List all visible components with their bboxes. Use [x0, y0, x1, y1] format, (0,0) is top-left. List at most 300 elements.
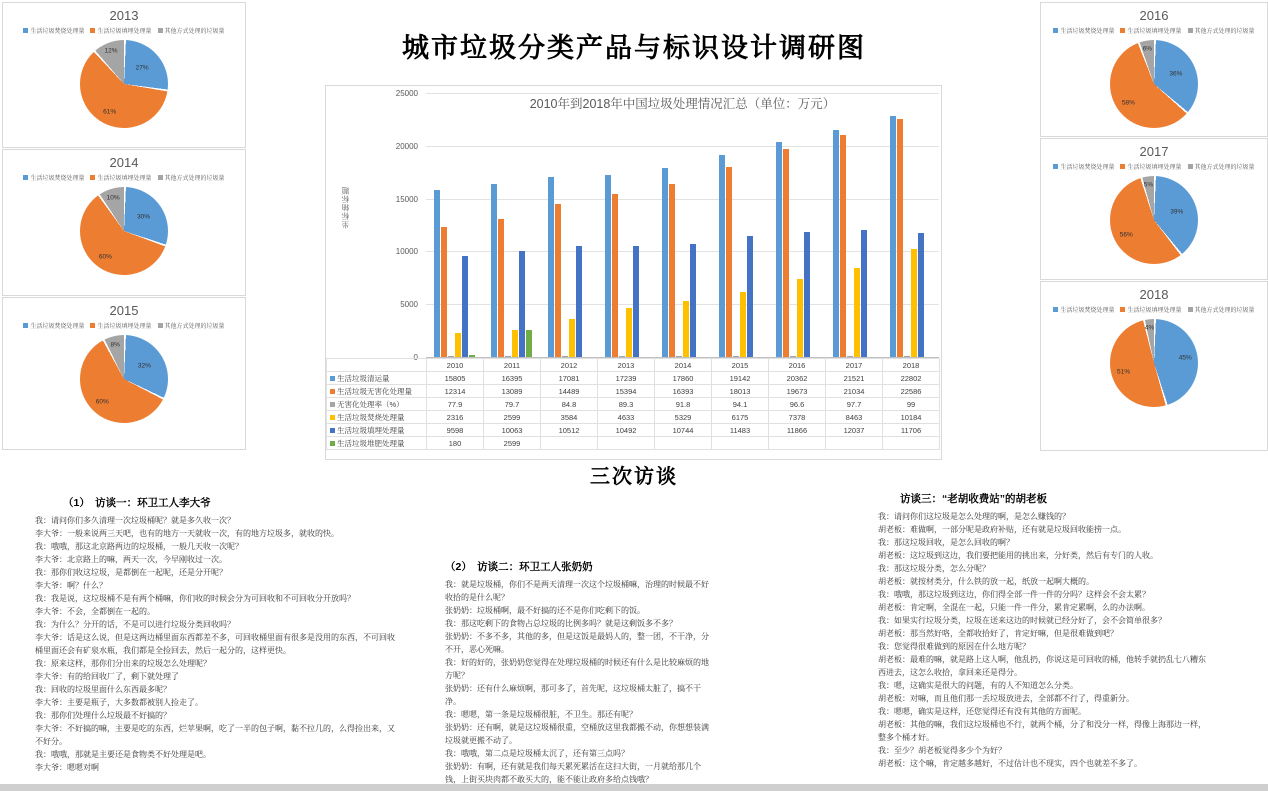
- interview-line: 我：您觉得很难做到的原因在什么地方呢？: [878, 642, 1030, 651]
- interview-line: 我：那这吃剩下的食物占总垃圾的比例多吗？就是这剩饭多不多？: [445, 619, 677, 628]
- series-name-cell: 生活垃圾无害化处理量: [327, 385, 427, 398]
- value-cell: 9598: [427, 424, 484, 437]
- bar: [918, 233, 924, 357]
- value-cell: 19673: [769, 385, 826, 398]
- interview-line: 我：好的好的，张奶奶您觉得在处理垃圾桶的时候还有什么是比较麻烦的地方呢？: [445, 658, 709, 680]
- interview-line: 我：哦哦，那这北京路两边的垃圾桶，一般几天收一次呢？: [35, 542, 243, 551]
- pie-legend-item: [1188, 26, 1255, 35]
- value-cell: 84.8: [541, 398, 598, 411]
- value-cell: [826, 437, 883, 450]
- value-cell: 2316: [427, 411, 484, 424]
- value-cell: 8463: [826, 411, 883, 424]
- pie-legend-label: 生活垃圾填埋处理量: [97, 176, 152, 182]
- year-header-cell: 2015: [712, 359, 769, 372]
- table-corner-cell: [327, 359, 427, 372]
- pie-legend-item: [1120, 162, 1181, 171]
- value-cell: [769, 437, 826, 450]
- legend-key-icon: [1053, 164, 1058, 169]
- y-axis-tick: 10000: [395, 247, 418, 257]
- pie-slice-label: 60%: [98, 253, 112, 261]
- pie-slice-label: 27%: [135, 64, 149, 72]
- pie-slice-label: 56%: [1119, 231, 1133, 239]
- pie-title: 2015: [109, 303, 139, 318]
- bar: [612, 194, 618, 357]
- value-cell: 99: [883, 398, 940, 411]
- value-cell: 4633: [598, 411, 655, 424]
- bar-chart-panel: [325, 85, 942, 460]
- pie-chart: [1110, 319, 1198, 407]
- value-cell: 12314: [427, 385, 484, 398]
- value-cell: 11706: [883, 424, 940, 437]
- value-cell: 13089: [484, 385, 541, 398]
- interview-line: 李大爷：不好搞的嘛，主要是吃的东西，烂苹果啊，吃了一半的包子啊，黏不拉几的，么得捡出来，又不好分。: [35, 724, 395, 746]
- bar: [897, 119, 903, 358]
- bar-group: [882, 93, 939, 357]
- legend-key-icon: [330, 402, 335, 407]
- section-title: 三次访谈: [590, 466, 678, 488]
- bar: [797, 279, 803, 357]
- value-cell: [541, 437, 598, 450]
- interview-line: 我：我是说，这垃圾桶不是有两个桶嘛，你们收的时候会分为可回收和不可回收分开放吗？: [35, 594, 355, 603]
- bar: [904, 356, 910, 357]
- pie-legend: [1041, 26, 1267, 35]
- pie-legend: [1041, 162, 1267, 171]
- interview-line: 我：请问你们这垃圾是怎么处理的啊，是怎么赚钱的？: [878, 512, 1070, 521]
- bar: [498, 219, 504, 357]
- interview-line: 胡老板：这个嘛，肯定越多越好，不过估计也不现实，四个也就差不多了。: [878, 759, 1142, 768]
- legend-key-icon: [158, 175, 163, 180]
- pie-slice-label: 39%: [1170, 208, 1184, 216]
- bar-group: [711, 93, 768, 357]
- interview-line: 张奶奶：还有啊，就是这垃圾桶很重，空桶放这里我都搬不动，你想想装满垃圾就更搬不动了。: [445, 723, 709, 745]
- interview-line: 李大爷：主要是瓶子，大多数都被别人捡走了。: [35, 698, 203, 707]
- value-cell: [883, 437, 940, 450]
- legend-key-icon: [158, 323, 163, 328]
- pie-legend-label: 生活垃圾焚烧处理量: [1060, 308, 1115, 314]
- interview-line: 胡老板：这垃圾到这边，我们要把能用的挑出来，分好类，然后有专门的人收。: [878, 551, 1158, 560]
- interview-line: 李大爷：嗯嗯对啊: [35, 763, 99, 772]
- pie-title: 2016: [1139, 8, 1169, 23]
- value-cell: 21034: [826, 385, 883, 398]
- interview-line: 我：那你们收这垃圾，是都倒在一起呢，还是分开呢？: [35, 568, 227, 577]
- interview-line: 我：那这垃圾分类，怎么分呢？: [878, 564, 990, 573]
- value-cell: 2599: [484, 437, 541, 450]
- pie-slice-label: 61%: [103, 108, 117, 116]
- legend-key-icon: [1053, 28, 1058, 33]
- pie-panel-2015: [2, 297, 246, 450]
- legend-key-icon: [1188, 164, 1193, 169]
- interview-line: 李大爷：北京路上的嘛，两天一次，今早刚收过一次。: [35, 555, 227, 564]
- pie-panel-2014: [2, 149, 246, 296]
- pie-legend-item: [158, 173, 225, 182]
- value-cell: 16393: [655, 385, 712, 398]
- table-row: [327, 398, 940, 411]
- value-cell: 5329: [655, 411, 712, 424]
- value-cell: 10744: [655, 424, 712, 437]
- pie-title: 2014: [109, 155, 139, 170]
- pie-legend-label: 生活垃圾焚烧处理量: [30, 324, 85, 330]
- pie-legend-item: [1053, 305, 1114, 314]
- interview-line: 我：那这垃圾回收，是怎么回收的啊？: [878, 538, 1014, 547]
- pie-slice-label: 60%: [95, 398, 109, 406]
- bar: [840, 135, 846, 357]
- pie-legend-label: 其他方式处理的垃圾量: [1194, 165, 1255, 171]
- pie-chart: [1110, 176, 1198, 264]
- bar-group: [654, 93, 711, 357]
- pie-circle: [80, 335, 168, 423]
- table-row: [327, 411, 940, 424]
- legend-key-icon: [90, 323, 95, 328]
- bar: [441, 227, 447, 357]
- value-cell: 94.1: [712, 398, 769, 411]
- legend-key-icon: [330, 415, 335, 420]
- pie-chart: [80, 187, 168, 275]
- pie-circle: [80, 40, 168, 128]
- y-axis-title: 坐标轴标题: [341, 186, 350, 229]
- pie-legend-label: 生活垃圾焚烧处理量: [30, 176, 85, 182]
- pie-legend-item: [23, 173, 84, 182]
- pie-legend-item: [90, 321, 151, 330]
- pie-legend: [3, 173, 245, 182]
- pie-panel-2013: [2, 2, 246, 148]
- legend-key-icon: [330, 389, 335, 394]
- value-cell: 21521: [826, 372, 883, 385]
- interview-line: 我：原来这样，那你们分出来的垃圾怎么处理呢？: [35, 659, 211, 668]
- value-cell: 15394: [598, 385, 655, 398]
- bar: [619, 356, 625, 357]
- value-cell: 10184: [883, 411, 940, 424]
- bar: [733, 356, 739, 357]
- legend-key-icon: [330, 376, 335, 381]
- interview-line: 胡老板：难做啊，一部分呢是政府补贴，还有就是垃圾回收能捞一点。: [878, 525, 1126, 534]
- value-cell: 19142: [712, 372, 769, 385]
- table-row: [327, 424, 940, 437]
- bar: [462, 256, 468, 357]
- bar: [562, 356, 568, 357]
- pie-legend: [1041, 305, 1267, 314]
- bar: [469, 355, 475, 357]
- bar: [526, 330, 532, 357]
- bar-group: [483, 93, 540, 357]
- bar: [605, 175, 611, 357]
- year-header-cell: 2014: [655, 359, 712, 372]
- pie-legend-label: 生活垃圾焚烧处理量: [30, 29, 85, 35]
- interview-line: 我：回收的垃圾里面什么东西最多呢？: [35, 685, 171, 694]
- value-cell: 11483: [712, 424, 769, 437]
- value-cell: 17860: [655, 372, 712, 385]
- interview-line: 我：嗯，这确实是很大的问题，有的人不知道怎么分类。: [878, 681, 1078, 690]
- value-cell: 10063: [484, 424, 541, 437]
- pie-circle: [1110, 40, 1198, 128]
- bar: [683, 301, 689, 357]
- bar: [833, 130, 839, 357]
- interview-1: [35, 496, 397, 774]
- interview-line: 李大爷：话是这么说，但是这两边桶里面东西都差不多，可回收桶里面有很多是没用的东西，不可回收桶里面还会有矿泉水瓶，我们都是全捡回去，然后一起分的，这样更快。: [35, 633, 395, 655]
- bar: [740, 292, 746, 357]
- value-cell: 18013: [712, 385, 769, 398]
- year-header-cell: 2013: [598, 359, 655, 372]
- series-name-cell: 生活垃圾焚烧处理量: [327, 411, 427, 424]
- pie-legend-item: [1120, 305, 1181, 314]
- interview-3: [878, 492, 1208, 770]
- table-row: [327, 372, 940, 385]
- bar: [505, 356, 511, 357]
- interview-line: 我：哦哦，那这垃圾到这边，你们得全部一件一件的分吗？这样会不会太累？: [878, 590, 1150, 599]
- pie-chart: [80, 335, 168, 423]
- bar: [626, 308, 632, 357]
- bar-group: [825, 93, 882, 357]
- pie-legend-label: 其他方式处理的垃圾量: [164, 29, 225, 35]
- table-row: [327, 385, 940, 398]
- bar: [783, 149, 789, 357]
- pie-legend: [3, 26, 245, 35]
- bar: [512, 330, 518, 357]
- bar: [847, 356, 853, 357]
- interview-line: 我：如果实行垃圾分类，垃圾在送来这边的时候就已经分好了，会不会简单很多？: [878, 616, 1166, 625]
- pie-legend-item: [1188, 162, 1255, 171]
- pie-slice-label: 4%: [1144, 324, 1155, 332]
- y-axis-tick: 15000: [395, 194, 418, 204]
- value-cell: 22586: [883, 385, 940, 398]
- interview-line: 张奶奶：还有什么麻烦啊，那可多了，首先呢，这垃圾桶太脏了，搞不干净。: [445, 684, 701, 706]
- bar: [448, 356, 454, 357]
- bar-group: [540, 93, 597, 357]
- pie-legend: [3, 321, 245, 330]
- year-header-cell: 2010: [427, 359, 484, 372]
- pie-legend-label: 生活垃圾填埋处理量: [97, 29, 152, 35]
- pie-slice-label: 6%: [1142, 45, 1153, 53]
- legend-key-icon: [1188, 28, 1193, 33]
- value-cell: 3584: [541, 411, 598, 424]
- pie-legend-label: 其他方式处理的垃圾量: [164, 176, 225, 182]
- bar: [676, 356, 682, 357]
- bar: [548, 177, 554, 357]
- year-header-cell: 2011: [484, 359, 541, 372]
- pie-slice-label: 58%: [1121, 99, 1135, 107]
- pie-slice-label: 45%: [1178, 354, 1192, 362]
- pie-legend-item: [1053, 26, 1114, 35]
- pie-title: 2018: [1139, 287, 1169, 302]
- bar: [719, 155, 725, 357]
- pie-slice-label: 32%: [137, 362, 151, 370]
- pie-legend-label: 生活垃圾焚烧处理量: [1060, 165, 1115, 171]
- pie-slice-label: 51%: [1117, 368, 1131, 376]
- pie-legend-label: 生活垃圾填埋处理量: [97, 324, 152, 330]
- bar: [776, 142, 782, 357]
- legend-key-icon: [23, 28, 28, 33]
- legend-key-icon: [90, 175, 95, 180]
- pie-legend-item: [90, 26, 151, 35]
- pie-legend-label: 生活垃圾填埋处理量: [1127, 308, 1182, 314]
- value-cell: 16395: [484, 372, 541, 385]
- pie-chart: [1110, 40, 1198, 128]
- value-cell: 7378: [769, 411, 826, 424]
- value-cell: 22802: [883, 372, 940, 385]
- pie-panel-2017: [1040, 138, 1268, 280]
- legend-key-icon: [1053, 307, 1058, 312]
- interview-line: 我：至少？胡老板觉得多少个为好？: [878, 746, 1006, 755]
- bar: [854, 268, 860, 357]
- legend-key-icon: [1120, 307, 1125, 312]
- bar: [690, 244, 696, 357]
- pie-panel-2016: [1040, 2, 1268, 137]
- legend-key-icon: [330, 428, 335, 433]
- bar: [569, 319, 575, 357]
- year-header-cell: 2018: [883, 359, 940, 372]
- legend-key-icon: [23, 175, 28, 180]
- value-cell: 10512: [541, 424, 598, 437]
- value-cell: 17239: [598, 372, 655, 385]
- bar-group: [597, 93, 654, 357]
- bar: [726, 167, 732, 357]
- legend-key-icon: [1120, 164, 1125, 169]
- bar-chart-title: 2010年到2018年中国垃圾处理情况汇总（单位：万元）: [529, 97, 836, 111]
- interview-line: 李大爷：不会，全都倒在一起的。: [35, 607, 155, 616]
- bar: [911, 249, 917, 357]
- page-title: 城市垃圾分类产品与标识设计调研图: [402, 33, 866, 63]
- interview-line: 胡老板：对嘛，而且他们那一丢垃圾放进去，全部都不行了，得重新分。: [878, 694, 1134, 703]
- interview-line: 我：为什么？分开的话，不是可以进行垃圾分类回收吗？: [35, 620, 235, 629]
- pie-title: 2013: [109, 8, 139, 23]
- series-name-cell: 生活垃圾清运量: [327, 372, 427, 385]
- bar-group: [768, 93, 825, 357]
- bar: [555, 204, 561, 357]
- table-row: [327, 437, 940, 450]
- value-cell: 79.7: [484, 398, 541, 411]
- value-cell: [712, 437, 769, 450]
- interview-line: 我：哦哦，第二点是垃圾桶太沉了，还有第三点吗？: [445, 749, 629, 758]
- series-name-cell: 生活垃圾堆肥处理量: [327, 437, 427, 450]
- pie-legend-item: [23, 321, 84, 330]
- value-cell: 10492: [598, 424, 655, 437]
- legend-key-icon: [330, 441, 335, 446]
- value-cell: 91.8: [655, 398, 712, 411]
- interview-line: 李大爷：啊？什么？: [35, 581, 107, 590]
- legend-key-icon: [158, 28, 163, 33]
- bottom-strip: [0, 784, 1268, 791]
- interview-heading: （2） 访谈二：环卫工人张奶奶: [445, 561, 593, 573]
- pie-slice-label: 12%: [104, 47, 118, 55]
- interview-line: 我：就是垃圾桶，你们不是两天清理一次这个垃圾桶嘛，治理的时候最不好收拾的是什么呢？: [445, 580, 709, 602]
- interview-line: 李大爷：一般来说两三天吧，也有的地方一天就收一次，有的地方垃圾多，就收的快。: [35, 529, 339, 538]
- series-name-cell: 无害化处理率（%）: [327, 398, 427, 411]
- pie-legend-item: [158, 321, 225, 330]
- interview-line: 我：那你们处理什么垃圾最不好搞的？: [35, 711, 171, 720]
- pie-slice-label: 8%: [110, 341, 120, 349]
- legend-key-icon: [1120, 28, 1125, 33]
- pie-legend-label: 生活垃圾焚烧处理量: [1060, 29, 1115, 35]
- interview-line: 胡老板：那当然好咯，全都收拾好了，肯定好嘛，但是很难做到吧？: [878, 629, 1118, 638]
- bar: [455, 333, 461, 357]
- bar: [662, 168, 668, 357]
- pie-slice-label: 36%: [1169, 70, 1183, 78]
- interview-line: 张奶奶：有啊，还有就是我们每天累死累活在这扫大街，一月就给那几个钱，上街买块肉都不敢买大的，能不能让政府多给点钱哦？: [445, 762, 701, 784]
- value-cell: 6175: [712, 411, 769, 424]
- bar: [890, 116, 896, 357]
- pie-legend-item: [23, 26, 84, 35]
- pie-legend-label: 其他方式处理的垃圾量: [1194, 308, 1255, 314]
- pie-circle: [80, 187, 168, 275]
- value-cell: [655, 437, 712, 450]
- pie-legend-label: 生活垃圾填埋处理量: [1127, 165, 1182, 171]
- value-cell: 97.7: [826, 398, 883, 411]
- year-header-cell: 2017: [826, 359, 883, 372]
- interview-line: 李大爷：有的给回收厂了，剩下就处理了: [35, 672, 179, 681]
- bar: [861, 230, 867, 357]
- pie-legend-item: [158, 26, 225, 35]
- interview-line: 胡老板：其他的嘛，我们这垃圾桶也不行，就两个桶，分了和没分一样，得像上海那边一样，整多个桶才好。: [878, 720, 1206, 742]
- bar: [633, 246, 639, 357]
- value-cell: 11866: [769, 424, 826, 437]
- year-header-cell: 2012: [541, 359, 598, 372]
- year-header-cell: 2016: [769, 359, 826, 372]
- interview-line: 我：哦哦，那就是主要还是食物类不好处理是吧。: [35, 750, 211, 759]
- value-cell: [598, 437, 655, 450]
- y-axis-tick: 25000: [395, 89, 418, 98]
- interview-heading: （1） 访谈一：环卫工人李大爷: [63, 497, 211, 509]
- bar: [804, 232, 810, 357]
- interview-line: 胡老板：最难的嘛，就是路上这人啊，他乱扔，你说这是可回收的桶，他转手就扔乱七八糟东西进去，这怎么收拾，拿回来还是得分。: [878, 655, 1206, 677]
- legend-key-icon: [23, 323, 28, 328]
- pie-legend-item: [1053, 162, 1114, 171]
- interview-line: 张奶奶：垃圾桶啊，最不好搞的还不是你们吃剩下的饭。: [445, 606, 645, 615]
- bar: [519, 251, 525, 357]
- interview-heading: 访谈三：“老胡收费站”的胡老板: [900, 493, 1047, 505]
- value-cell: 12037: [826, 424, 883, 437]
- pie-legend-item: [90, 173, 151, 182]
- value-cell: 89.3: [598, 398, 655, 411]
- bar: [576, 246, 582, 357]
- pie-legend-label: 其他方式处理的垃圾量: [164, 324, 225, 330]
- pie-slice-label: 5%: [1143, 181, 1154, 189]
- bar: [790, 356, 796, 357]
- value-cell: 15805: [427, 372, 484, 385]
- value-cell: 14489: [541, 385, 598, 398]
- interview-line: 我：嗯嗯，确实是这样，还您觉得还有没有其他的方面呢。: [878, 707, 1086, 716]
- pie-legend-label: 其他方式处理的垃圾量: [1194, 29, 1255, 35]
- pie-legend-label: 生活垃圾填埋处理量: [1127, 29, 1182, 35]
- value-cell: 2599: [484, 411, 541, 424]
- pie-legend-item: [1120, 26, 1181, 35]
- value-cell: 96.6: [769, 398, 826, 411]
- pie-chart: [80, 40, 168, 128]
- pie-circle: [1110, 176, 1198, 264]
- bar: [434, 190, 440, 357]
- pie-slice-label: 10%: [106, 194, 120, 202]
- bar: [491, 184, 497, 357]
- pie-circle: [1110, 319, 1198, 407]
- interview-line: 我：嗯嗯，第一条是垃圾桶很脏，不卫生。那还有呢？: [445, 710, 637, 719]
- y-axis-tick: 0: [413, 353, 418, 362]
- bar-group: [426, 93, 483, 357]
- value-cell: 77.9: [427, 398, 484, 411]
- interview-line: 张奶奶：不多不多，其他的多，但是这饭是最妈人的，整一团，不干净，分不开，恶心死嘛。: [445, 632, 709, 654]
- legend-key-icon: [1188, 307, 1193, 312]
- pie-slice-label: 30%: [137, 213, 151, 221]
- plot-area: [426, 93, 939, 357]
- y-axis-tick: 20000: [395, 141, 418, 151]
- y-axis-tick: 5000: [400, 300, 418, 310]
- pie-title: 2017: [1139, 144, 1169, 159]
- interview-2: [445, 560, 711, 786]
- value-cell: 20362: [769, 372, 826, 385]
- pie-legend-item: [1188, 305, 1255, 314]
- value-cell: 180: [427, 437, 484, 450]
- legend-key-icon: [90, 28, 95, 33]
- interview-line: 胡老板：肯定啊，全混在一起，只能一件一件分，累肯定累啊，么的办法啊。: [878, 603, 1150, 612]
- bar: [747, 236, 753, 357]
- interview-line: 我：请问你们多久清理一次垃圾桶呢？就是多久收一次？: [35, 516, 235, 525]
